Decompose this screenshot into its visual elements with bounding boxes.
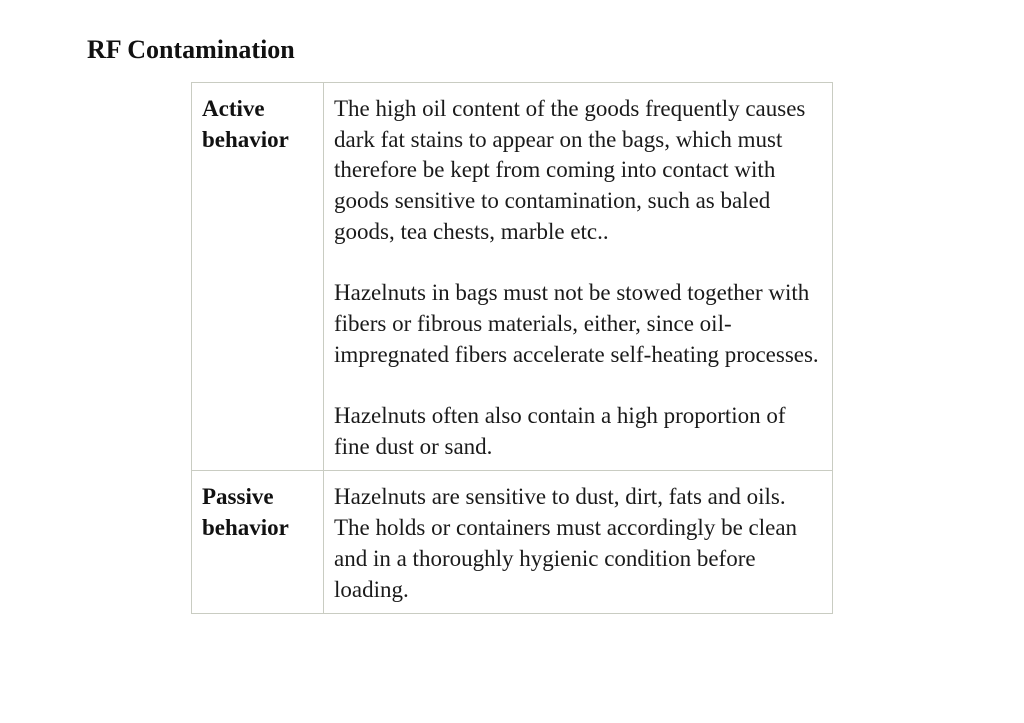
row-text-passive-behavior xyxy=(324,471,833,614)
paragraph-sensitivity: Hazelnuts are sensitive to dust, dirt, fats and oils. The holds or containers must accordingly be clean and in a thoroughly hygienic condition before loading. xyxy=(334,484,798,602)
paragraph-dust-sand: Hazelnuts often also contain a high proportion of fine dust or sand. xyxy=(334,403,786,459)
row-label-passive-behavior: Passive behavior xyxy=(192,471,324,614)
row-label-active-behavior: Active behavior xyxy=(192,83,324,471)
table-row-passive-behavior xyxy=(192,471,833,614)
page-title: RF Contamination xyxy=(87,35,295,64)
paragraph-oil-stains: The high oil content of the goods frequently causes dark fat stains to appear on the bags, which must therefore be kept from coming into contact with goods sensitive to contamination, such as baled goods, tea chests, marble etc.. xyxy=(334,96,806,244)
paragraph-fibers: Hazelnuts in bags must not be stowed together with fibers or fibrous materials, either, since oil-impregnated fibers accelerate self-heating processes. xyxy=(334,280,819,367)
row-text-active-behavior xyxy=(324,83,833,471)
table-row-active-behavior xyxy=(192,83,833,471)
contamination-table xyxy=(191,82,833,614)
